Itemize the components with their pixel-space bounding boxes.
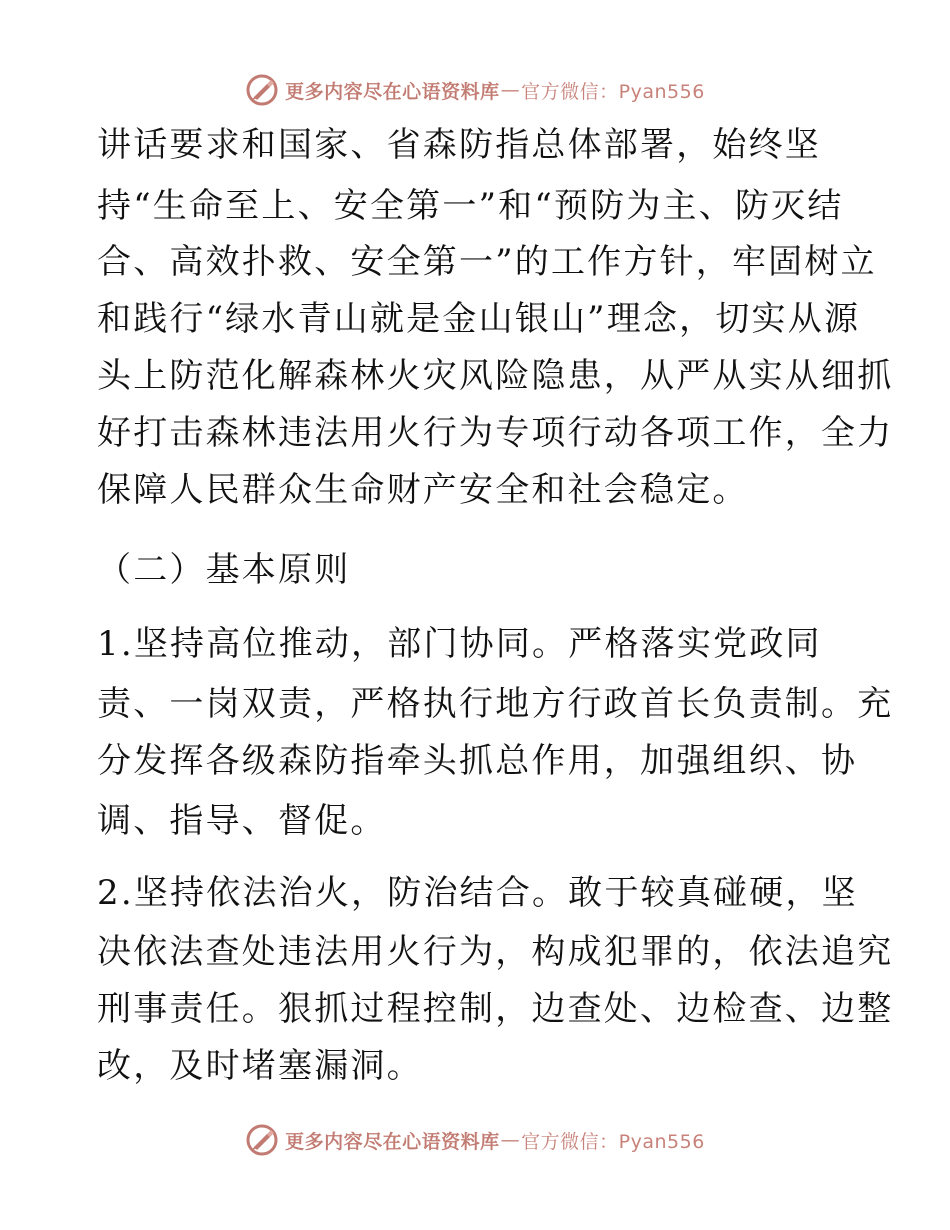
text-line: 决依法查处违法用火行为，构成犯罪的，依法追究	[97, 932, 894, 972]
text-line: 保障人民群众生命财产安全和社会稳定。	[97, 470, 749, 510]
text-line: 合、高效扑救、安全第一”的工作方针，牢固树立	[97, 242, 877, 282]
text-line: 头上防范化解森林火灾风险隐患，从严从实从细抓	[97, 356, 894, 396]
watermark-contact: 官方微信：Pyan556	[521, 80, 705, 103]
text-line: 改，及时堵塞漏洞。	[97, 1046, 423, 1086]
text-line: 分发挥各级森防指牵头抓总作用，加强组织、协	[97, 741, 858, 781]
pen-logo-icon	[245, 1123, 279, 1157]
footer-watermark	[0, 1120, 950, 1160]
watermark-separator: —	[500, 79, 521, 101]
watermark-text: 更多内容尽在心语资料库	[285, 1130, 500, 1153]
text-line: 好打击森林违法用火行为专项行动各项工作，全力	[97, 413, 894, 453]
watermark-separator: —	[500, 1129, 521, 1151]
text-line: 讲话要求和国家、省森防指总体部署，始终坚	[97, 125, 821, 165]
text-line: 刑事责任。狠抓过程控制，边查处、边检查、边整	[97, 989, 894, 1029]
section-heading: （二）基本原则	[97, 550, 351, 590]
text-line: 1.坚持高位推动，部门协同。严格落实党政同	[97, 624, 822, 664]
text-line: 2.坚持依法治火，防治结合。敢于较真碰硬，坚	[97, 873, 858, 913]
text-line: 调、指导、督促。	[97, 801, 387, 841]
watermark-contact: 官方微信：Pyan556	[521, 1130, 705, 1153]
watermark-text: 更多内容尽在心语资料库	[285, 80, 500, 103]
pen-logo-icon	[245, 73, 279, 107]
text-line: 和践行“绿水青山就是金山银山”理念，切实从源	[97, 299, 861, 339]
text-line: 持“生命至上、安全第一”和“预防为主、防灭结	[97, 186, 844, 226]
header-watermark	[0, 70, 950, 110]
text-line: 责、一岗双责，严格执行地方行政首长负责制。充	[97, 684, 894, 724]
